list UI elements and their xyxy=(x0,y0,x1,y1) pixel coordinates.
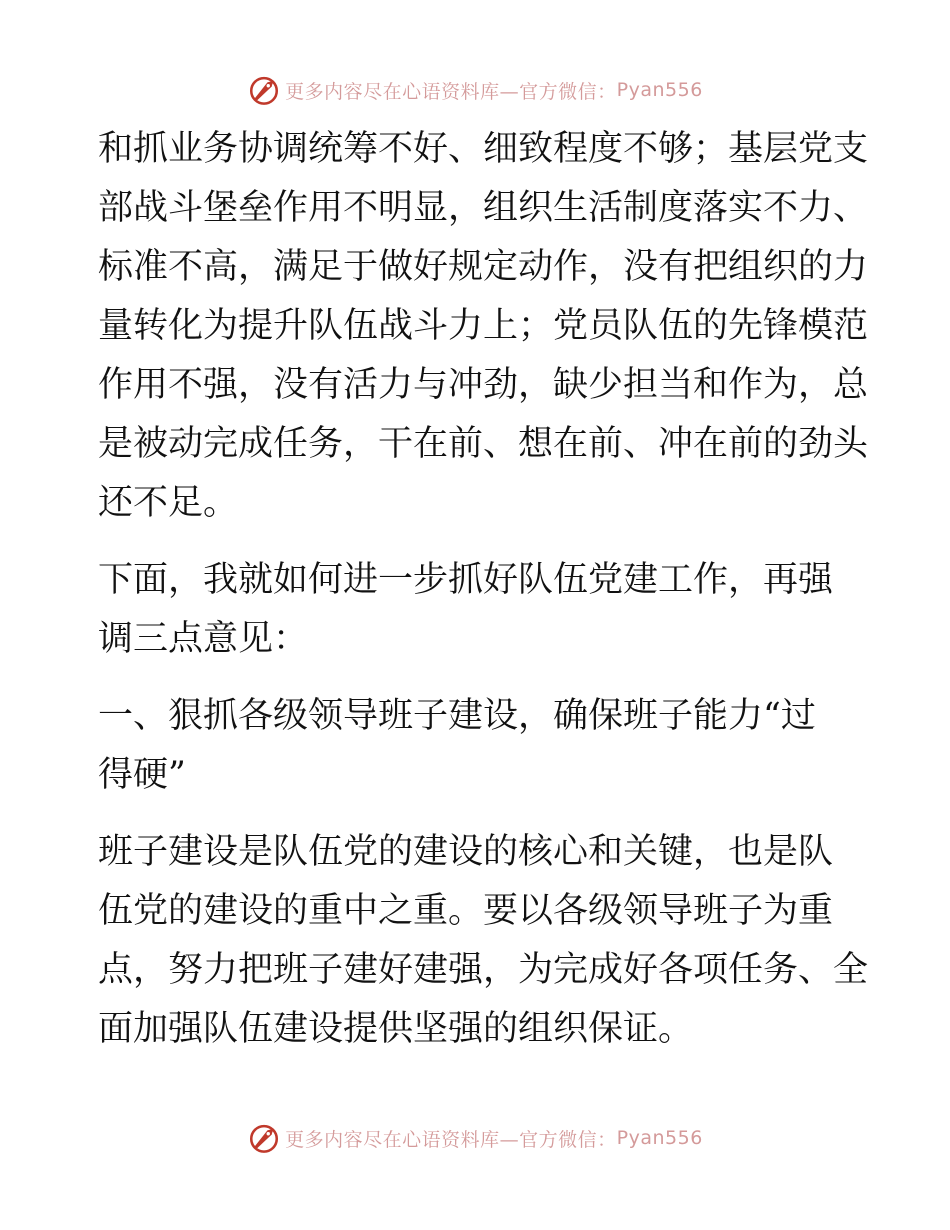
text-line: 点，努力把班子建好建强，为完成好各项任务、全 xyxy=(98,950,869,990)
text-line: 下面，我就如何进一步抓好队伍党建工作，再强 xyxy=(98,560,834,600)
text-line: 调三点意见： xyxy=(98,619,309,659)
pen-nib-circle-icon xyxy=(247,1121,281,1155)
watermark-text: 更多内容尽在心语资料库—官方微信： xyxy=(285,1128,617,1151)
watermark-wechat-id: Pyan556 xyxy=(616,79,703,101)
text-line: 一、狠抓各级领导班子建设，确保班子能力“过 xyxy=(98,696,816,736)
watermark-wechat-id: Pyan556 xyxy=(616,1127,703,1149)
text-line: 得硬” xyxy=(98,755,186,795)
section-heading-1 xyxy=(98,687,852,805)
paragraph-1 xyxy=(98,120,869,533)
text-line: 部战斗堡垒作用不明显，组织生活制度落实不力、 xyxy=(98,188,869,228)
text-line: 面加强队伍建设提供坚强的组织保证。 xyxy=(98,1009,694,1049)
text-line: 是被动完成任务，干在前、想在前、冲在前的劲头 xyxy=(98,424,869,464)
paragraph-2 xyxy=(98,551,852,669)
pen-nib-circle-icon xyxy=(247,73,281,107)
text-line: 和抓业务协调统筹不好、细致程度不够；基层党支 xyxy=(98,129,869,169)
text-line: 量转化为提升队伍战斗力上；党员队伍的先锋模范 xyxy=(98,306,869,346)
footer-watermark xyxy=(0,1118,950,1158)
watermark-text: 更多内容尽在心语资料库—官方微信： xyxy=(285,80,617,103)
paragraph-3 xyxy=(98,823,869,1059)
text-line: 伍党的建设的重中之重。要以各级领导班子为重 xyxy=(98,891,834,931)
text-line: 班子建设是队伍党的建设的核心和关键，也是队 xyxy=(98,832,834,872)
text-line: 标准不高，满足于做好规定动作，没有把组织的力 xyxy=(98,247,869,287)
text-line: 还不足。 xyxy=(98,483,239,523)
header-watermark xyxy=(0,70,950,110)
document-body xyxy=(98,120,869,1059)
text-line: 作用不强，没有活力与冲劲，缺少担当和作为，总 xyxy=(98,365,869,405)
